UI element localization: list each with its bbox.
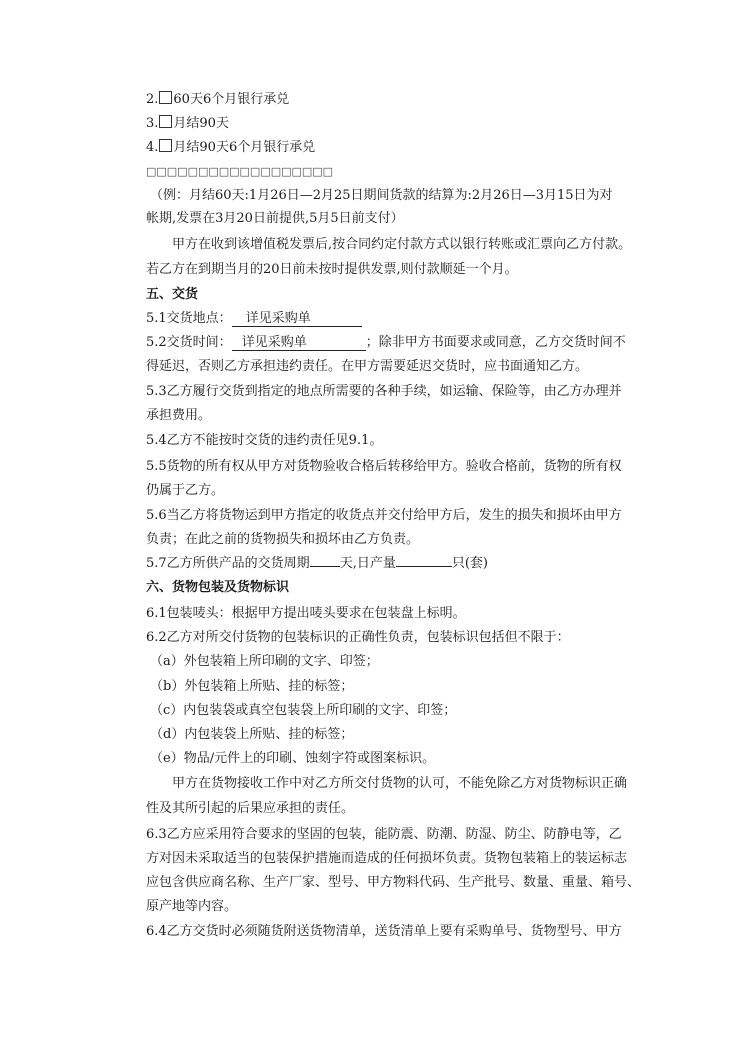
- delivery-place-value: 详见采购单: [245, 311, 311, 326]
- labeling-para-line-1: 甲方在货物接收工作中对乙方所交付货物的认可，不能免除乙方对货物标识正确: [172, 776, 628, 791]
- clause-5-6-line-2: 负责；在此之前的货物损失和损坏由乙方负责。: [146, 532, 420, 547]
- clause-6-4-line-1: 6.4乙方交货时必须随货附送货物清单，送货清单上要有采购单号、货物型号、甲方: [146, 924, 622, 939]
- list-item-a: （a）外包装箱上所印刷的文字、印签；: [150, 654, 379, 669]
- list-item-b: （b）外包装箱上所贴、挂的标签；: [150, 679, 354, 694]
- clause-5-5-line-2: 仍属于乙方。: [146, 483, 225, 498]
- example-line-1: （例：月结60天:1月26日—2月25日期间货款的结算为:2月26日—3月15日为对: [150, 188, 613, 203]
- labeling-para-line-2: 性及其所引起的后果应承担的责任。: [146, 801, 355, 816]
- delivery-place-field[interactable]: [232, 311, 362, 327]
- clause-5-2-line-2: 得延迟，否则乙方承担违约责任。在甲方需要延迟交货时，应书面通知乙方。: [146, 359, 589, 374]
- option-text: 月结90天6个月银行承兑: [173, 140, 316, 155]
- checkbox-icon[interactable]: [159, 115, 172, 128]
- list-item-d: （d）内包装袋上所贴、挂的标签；: [150, 727, 354, 742]
- payment-option-2: [146, 91, 289, 109]
- clause-text: ；除非甲方书面要求或同意，乙方交货时间不: [365, 335, 626, 350]
- list-item-c: （c）内包装袋或真空包装袋上所印刷的文字、印签；: [150, 703, 457, 718]
- option-text: 月结90天: [173, 116, 229, 131]
- payment-para-line-1: 甲方在收到该增值税发票后,按合同约定付款方式以银行转账或汇票向乙方付款。: [172, 237, 632, 252]
- clause-label: 5.2交货时间：: [146, 335, 232, 350]
- clause-5-3-line-1: 5.3乙方履行交货到指定的地点所需要的各种手续，如运输、保险等，由乙方办理并: [146, 384, 622, 399]
- clause-5-3-line-2: 承担费用。: [146, 408, 212, 423]
- clause-5-2: [146, 334, 626, 352]
- delivery-time-field[interactable]: [232, 335, 366, 351]
- clause-6-2: 6.2乙方对所交付货物的包装标识的正确性负责，包装标识包括但不限于：: [146, 630, 570, 645]
- clause-6-3-line-3: 应包含供应商名称、生产厂家、型号、甲方物料代码、生产批号、数量、重量、箱号、: [146, 875, 641, 890]
- payment-option-4: [146, 139, 315, 157]
- delivery-time-value: 详见采购单: [241, 335, 307, 350]
- payment-option-3: [146, 115, 229, 133]
- option-text: 60天6个月银行承兑: [173, 92, 290, 107]
- clause-6-3-line-2: 方对因未采取适当的包装保护措施而造成的任何损坏负责。货物包装箱上的装运标志: [146, 851, 628, 866]
- daily-output-field[interactable]: [396, 566, 452, 567]
- clause-5-7: [146, 555, 488, 573]
- clause-6-1: 6.1包装唛头：根据甲方提出唛头要求在包装盘上标明。: [146, 606, 466, 621]
- list-item-e: （e）物品/元件上的印刷、蚀刻字符或图案标识。: [150, 751, 436, 766]
- clause-5-6-line-1: 5.6当乙方将货物运到甲方指定的收货点并交付给甲方后，发生的损失和损坏由甲方: [146, 508, 622, 523]
- clause-5-4: 5.4乙方不能按时交货的违约责任见9.1。: [146, 433, 383, 448]
- example-line-2: 帐期,发票在3月20日前提供,5月5日前支付）: [146, 211, 404, 226]
- clause-text: 天,日产量: [339, 556, 396, 571]
- clause-text: 只(套): [451, 556, 488, 571]
- payment-para-line-2: 若乙方在到期当月的20日前未按时提供发票,则付款顺延一个月。: [146, 262, 518, 277]
- placeholder-line: □□□□□□□□□□□□□□□□□□: [146, 165, 334, 178]
- section-6-title: 六、货物包装及货物标识: [146, 580, 290, 595]
- clause-label: 5.1交货地点：: [146, 311, 232, 326]
- checkbox-icon[interactable]: [159, 91, 172, 104]
- delivery-cycle-field[interactable]: [310, 566, 340, 567]
- option-number: 4.: [146, 140, 159, 155]
- clause-text: 5.7乙方所供产品的交货周期: [146, 556, 310, 571]
- clause-6-3-line-1: 6.3乙方应采用符合要求的坚固的包装，能防震、防潮、防湿、防尘、防静电等，乙: [146, 827, 622, 842]
- clause-5-1: [146, 310, 362, 328]
- section-5-title: 五、交货: [146, 287, 199, 302]
- checkbox-icon[interactable]: [159, 139, 172, 152]
- clause-6-3-line-4: 原产地等内容。: [146, 899, 238, 914]
- option-number: 3.: [146, 116, 159, 131]
- option-number: 2.: [146, 92, 159, 107]
- clause-5-5-line-1: 5.5货物的所有权从甲方对货物验收合格后转移给甲方。验收合格前，货物的所有权: [146, 459, 622, 474]
